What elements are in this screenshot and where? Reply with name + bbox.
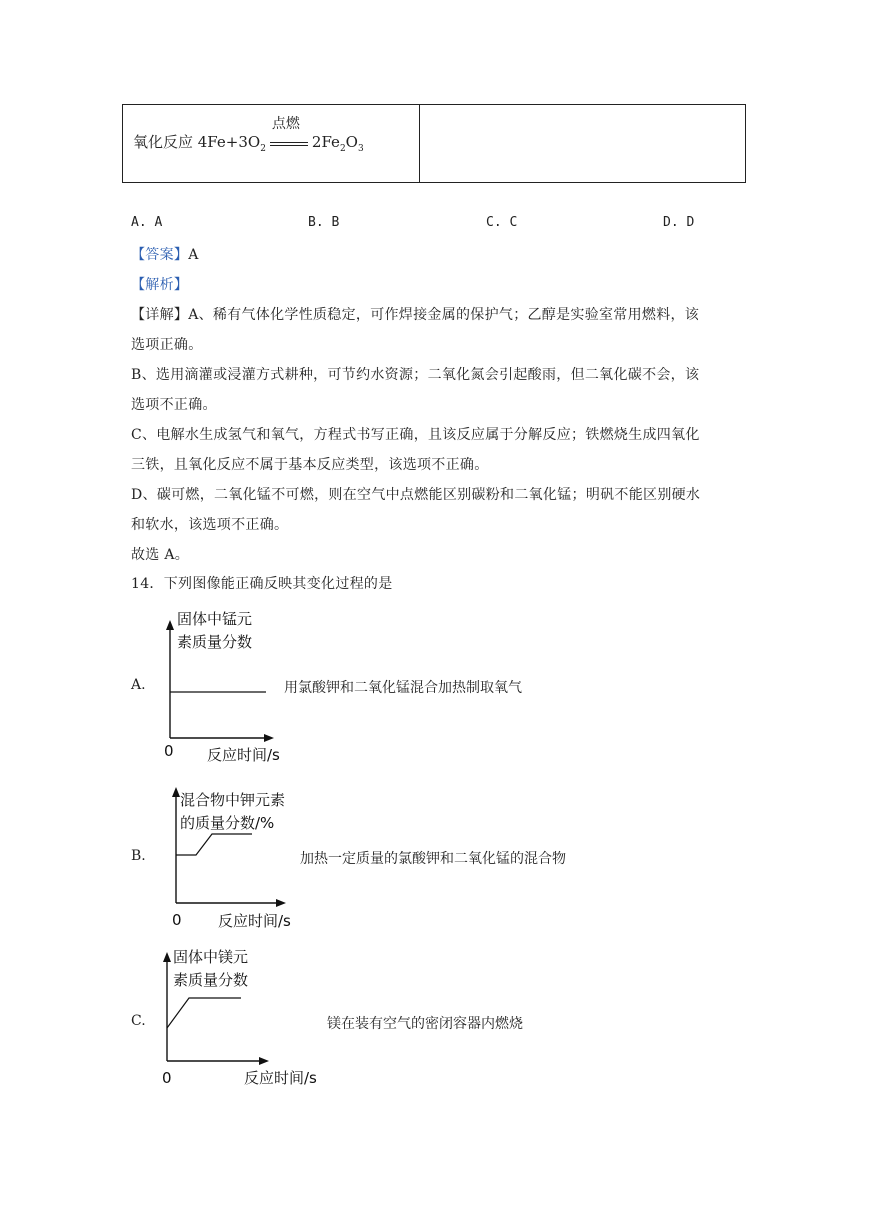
answer-line (131, 244, 751, 264)
option-d: D. D (663, 215, 695, 230)
option-c: C. C (486, 215, 518, 230)
reaction-arrow (270, 116, 308, 146)
explanation-line: 三铁，且氧化反应不属于基本反应类型，该选项不正确。 (131, 457, 489, 473)
explanation-line: D、碳可燃，二氧化锰不可燃，则在空气中点燃能区别碳粉和二氧化锰；明矾不能区别硬水 (131, 487, 701, 503)
graph-c-ylabel-2: 素质量分数 (173, 971, 249, 989)
product-oxygen: O (345, 133, 358, 151)
graph-a-letter: A. (131, 677, 146, 693)
equation-product: 2Fe (311, 133, 340, 151)
graph-c-description: 镁在装有空气的密闭容器内燃烧 (327, 1016, 523, 1032)
graph-a-origin: 0 (164, 742, 174, 760)
option-b: B. B (308, 215, 340, 230)
explanation-line: 选项正确。 (131, 337, 203, 353)
answer-tag: 【答案】 (131, 247, 189, 263)
graph-b-letter: B. (131, 848, 146, 864)
graph-a-ylabel-2: 素质量分数 (177, 633, 253, 651)
graph-b-ylabel-2: 的质量分数/% (180, 814, 275, 832)
product-subscript-1: 2 (339, 144, 346, 154)
graph-b-ylabel-1: 混合物中钾元素 (180, 791, 286, 809)
explanation-line: B、选用滴灌或浸灌方式耕种，可节约水资源；二氧化氮会引起酸雨，但二氧化碳不会，该 (131, 367, 700, 383)
table-row (122, 104, 746, 183)
graph-a-ylabel-1: 固体中锰元 (177, 610, 253, 628)
graph-b-origin: 0 (172, 911, 182, 929)
explanation-line: C、电解水生成氢气和氧气，方程式书写正确，且该反应属于分解反应；铁燃烧生成四氧化 (131, 427, 700, 443)
analysis-tag: 【解析】 (131, 277, 189, 293)
equation-reactants: 氧化反应 4Fe+3O (133, 133, 261, 151)
table-cell-equation (123, 105, 420, 183)
answer-value: A (188, 247, 199, 263)
option-a: A. A (131, 215, 163, 230)
conclusion: 故选 A。 (131, 547, 190, 563)
graph-b-xlabel: 反应时间/s (218, 912, 291, 930)
graph-c-origin: 0 (162, 1069, 172, 1087)
question-stem: 14．下列图像能正确反映其变化过程的是 (131, 576, 393, 592)
chemical-equation (133, 116, 364, 154)
explanation-line: 【详解】A、稀有气体化学性质稳定，可作焊接金属的保护气；乙醇是实验室常用燃料，该 (131, 307, 700, 323)
graph-b-description: 加热一定质量的氯酸钾和二氧化锰的混合物 (300, 851, 566, 867)
explanation-line: 选项不正确。 (131, 397, 217, 413)
product-subscript-2: 3 (357, 144, 364, 154)
explanation-line: 和软水，该选项不正确。 (131, 517, 289, 533)
o2-subscript: 2 (260, 144, 266, 154)
graph-a-description: 用氯酸钾和二氧化锰混合加热制取氧气 (284, 680, 522, 696)
graph-c-ylabel-1: 固体中镁元 (173, 948, 249, 966)
graph-c-letter: C. (131, 1013, 146, 1029)
reaction-condition: 点燃 (271, 116, 300, 132)
graph-c-xlabel: 反应时间/s (244, 1069, 317, 1087)
graph-a-xlabel: 反应时间/s (207, 746, 280, 764)
table-cell-empty (420, 105, 746, 183)
